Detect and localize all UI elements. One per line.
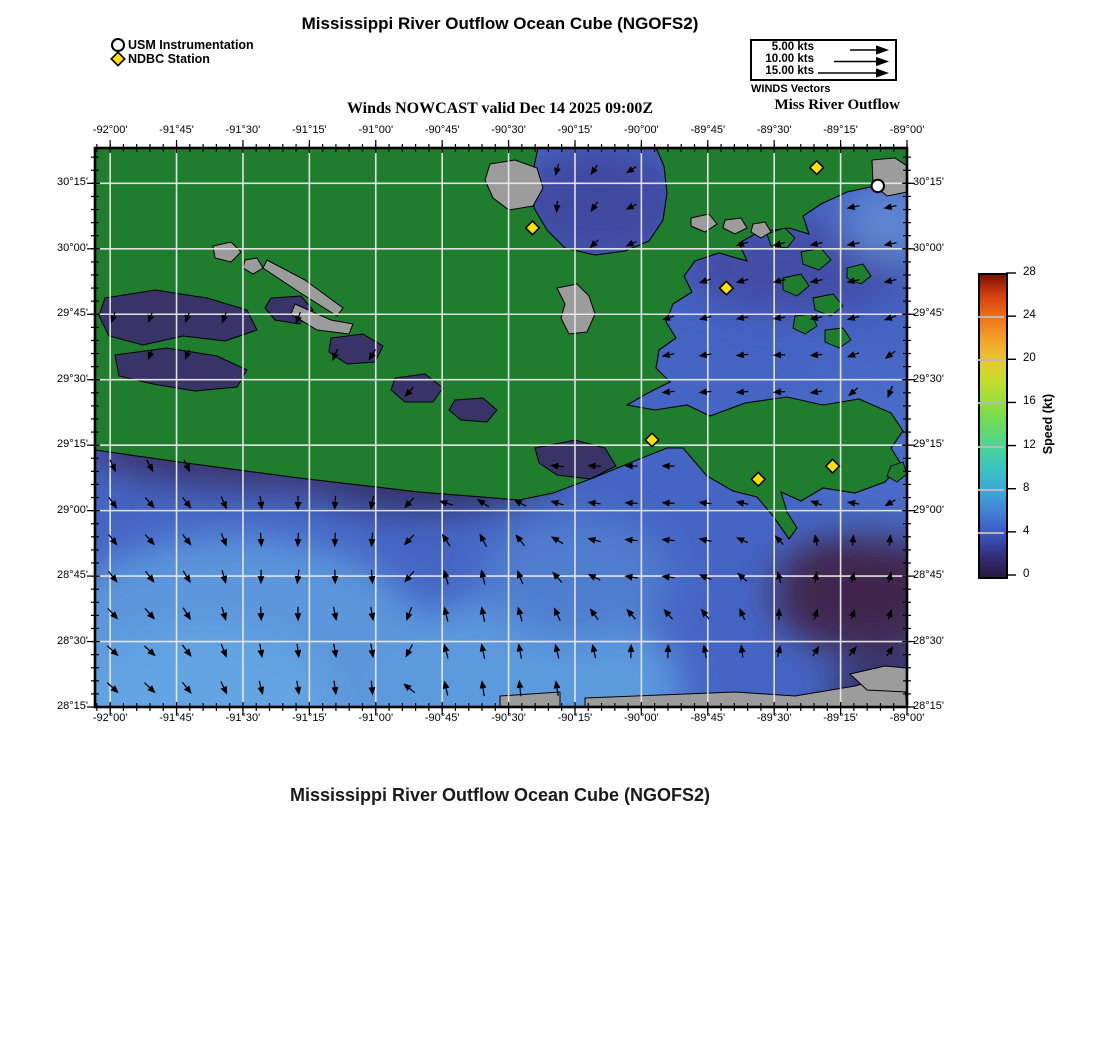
lon-label-top: -90°00' bbox=[624, 124, 659, 136]
wind-scale-5kts: 5.00 kts bbox=[771, 41, 814, 53]
lon-label-top: -91°45' bbox=[159, 124, 194, 136]
lon-label-bottom: -89°15' bbox=[823, 712, 858, 724]
lon-label-bottom: -89°00' bbox=[889, 712, 925, 724]
lon-label-top: -90°30' bbox=[491, 124, 526, 136]
colorbar-gridline bbox=[978, 489, 1004, 491]
colorbar-title: Speed (kt) bbox=[1041, 393, 1055, 455]
wind-scale-10kts: 10.00 kts bbox=[765, 53, 814, 65]
lon-label-top: -89°45' bbox=[690, 124, 726, 136]
colorbar-tick-label: 0 bbox=[1023, 568, 1030, 580]
lat-label-right: 28°45' bbox=[913, 569, 944, 582]
colorbar-tick-label: 8 bbox=[1023, 481, 1030, 494]
lon-label-bottom: -91°15' bbox=[292, 712, 327, 724]
usm-station-marker[interactable] bbox=[872, 180, 884, 192]
map-subtitle: Winds NOWCAST valid Dec 14 2025 09:00Z bbox=[346, 100, 654, 117]
region-label: Miss River Outflow bbox=[774, 97, 900, 113]
lon-label-top: -91°30' bbox=[225, 124, 261, 136]
lon-label-top: -92°00' bbox=[92, 124, 128, 136]
lat-label-left: 28°15' bbox=[57, 700, 88, 712]
lat-label-right: 29°15' bbox=[913, 438, 944, 451]
ndbc-marker-icon bbox=[111, 52, 124, 65]
lat-label-right: 29°30' bbox=[913, 372, 944, 385]
colorbar-gridline bbox=[978, 359, 1004, 361]
lon-label-top: -91°15' bbox=[292, 124, 327, 136]
lat-label-left: 29°15' bbox=[57, 438, 88, 451]
lat-label-left: 28°30' bbox=[57, 634, 88, 647]
lon-label-bottom: -90°30' bbox=[491, 712, 526, 724]
colorbar-tick-label: 4 bbox=[1023, 524, 1030, 537]
lon-label-bottom: -89°45' bbox=[690, 712, 726, 724]
lat-label-right: 28°15' bbox=[913, 700, 944, 712]
lat-label-left: 30°15' bbox=[57, 176, 88, 189]
usm-marker-icon bbox=[112, 39, 124, 51]
bottom-title: Mississippi River Outflow Ocean Cube (NGOFS2) bbox=[289, 785, 711, 805]
lat-label-right: 29°00' bbox=[913, 503, 944, 516]
colorbar-gridline bbox=[978, 532, 1004, 534]
usm-legend-label: USM Instrumentation bbox=[128, 38, 254, 52]
lon-label-top: -90°45' bbox=[424, 124, 460, 136]
wind-scale-box bbox=[750, 39, 897, 81]
lon-label-bottom: -91°45' bbox=[159, 712, 194, 724]
colorbar-tick-label: 20 bbox=[1023, 352, 1036, 365]
lat-label-right: 30°15' bbox=[913, 176, 944, 189]
lat-label-left: 29°30' bbox=[57, 372, 88, 385]
lat-label-left: 30°00' bbox=[57, 241, 88, 254]
lat-label-left: 29°00' bbox=[57, 503, 88, 516]
map-canvas bbox=[85, 145, 917, 717]
map-plot[interactable] bbox=[85, 138, 917, 717]
wind-scale-15kts: 15.00 kts bbox=[765, 65, 814, 77]
lat-label-right: 28°30' bbox=[913, 634, 944, 647]
lon-label-bottom: -90°45' bbox=[424, 712, 460, 724]
colorbar-gridline bbox=[978, 316, 1004, 318]
winds-vectors-caption: WINDS Vectors bbox=[751, 83, 831, 95]
lon-label-top: -90°15' bbox=[557, 124, 593, 136]
lon-label-top: -89°15' bbox=[823, 124, 858, 136]
lon-label-bottom: -89°30' bbox=[756, 712, 792, 724]
page-title: Mississippi River Outflow Ocean Cube (NGOFS2) bbox=[301, 14, 699, 33]
colorbar-tick-label: 16 bbox=[1023, 395, 1036, 408]
colorbar-tick-label: 24 bbox=[1023, 309, 1036, 322]
lat-label-right: 29°45' bbox=[913, 307, 944, 320]
scale-arrow-icon bbox=[876, 45, 889, 54]
colorbar-gridline bbox=[978, 402, 1004, 404]
colorbar-ticks bbox=[1006, 271, 1020, 577]
lon-label-top: -89°30' bbox=[756, 124, 792, 136]
colorbar-tick-label: 28 bbox=[1023, 266, 1036, 278]
lon-label-bottom: -92°00' bbox=[92, 712, 128, 724]
lon-label-bottom: -91°00' bbox=[358, 712, 394, 724]
colorbar-gridline bbox=[978, 446, 1004, 448]
lat-label-right: 30°00' bbox=[913, 241, 944, 254]
lon-label-bottom: -91°30' bbox=[225, 712, 261, 724]
lat-label-left: 29°45' bbox=[57, 307, 88, 320]
scale-arrow-icon bbox=[876, 68, 889, 77]
lon-label-bottom: -90°00' bbox=[624, 712, 659, 724]
lon-label-top: -89°00' bbox=[889, 124, 925, 136]
scale-arrow-icon bbox=[876, 57, 889, 66]
ndbc-legend-label: NDBC Station bbox=[128, 52, 210, 66]
lon-label-bottom: -90°15' bbox=[557, 712, 593, 724]
colorbar-tick-label: 12 bbox=[1023, 438, 1036, 451]
lat-label-left: 28°45' bbox=[57, 569, 88, 582]
lon-label-top: -91°00' bbox=[358, 124, 394, 136]
